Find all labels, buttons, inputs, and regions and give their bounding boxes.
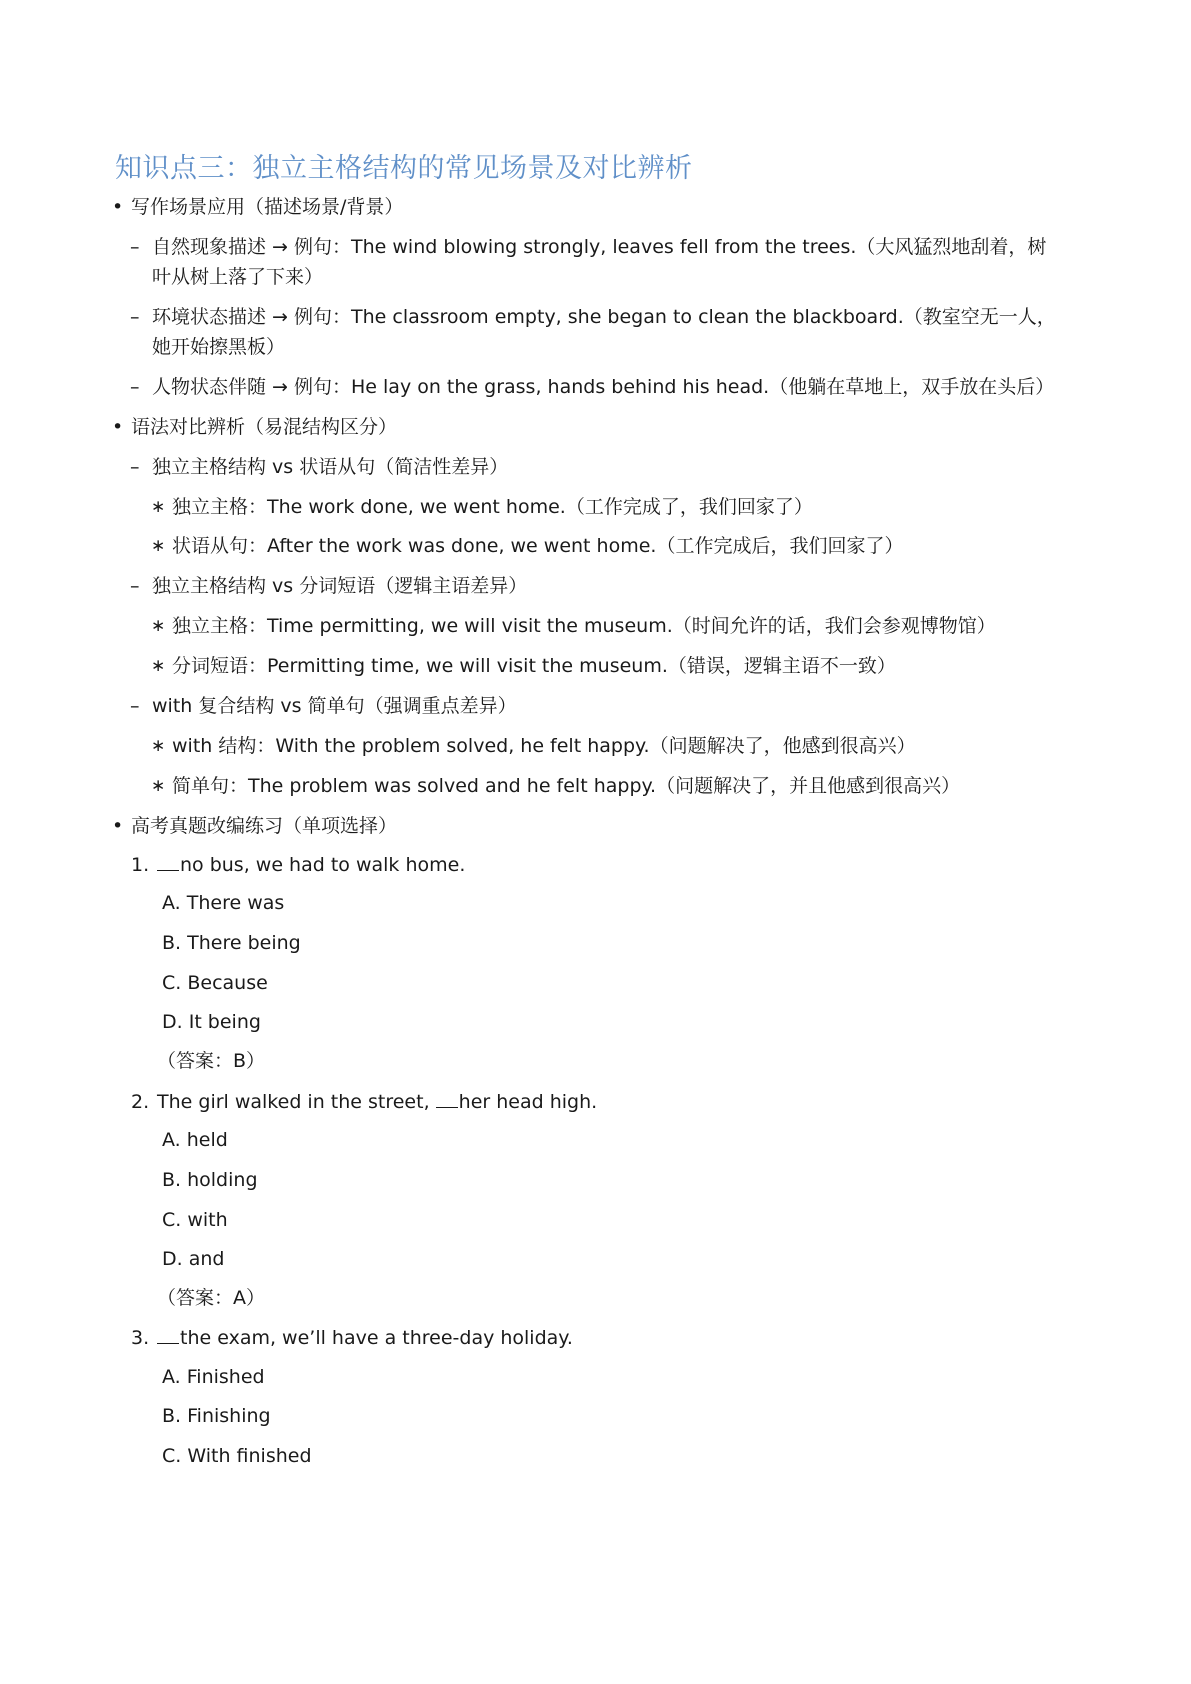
question-stem (157, 1323, 573, 1353)
example-text: 独立主格：The work done, we went home.（工作完成了，我们回家了） (172, 496, 813, 518)
dash-marker: – (130, 575, 140, 597)
sub-item-text: with 复合结构 vs 简单句（强调重点差异） (152, 695, 517, 717)
example-text: 独立主格：Time permitting, we will visit the museum.（时间允许的话，我们会参观博物馆） (172, 615, 996, 637)
question-text: her head high. (458, 1091, 598, 1113)
option-a: A. held (162, 1129, 228, 1151)
dash-marker: – (130, 695, 140, 717)
option-a: A. Finished (162, 1366, 265, 1388)
option-b: B. There being (162, 932, 301, 954)
bullet-marker: • (112, 815, 124, 837)
dash-marker: – (130, 376, 140, 398)
question-text: the exam, we’ll have a three-day holiday. (180, 1327, 573, 1349)
answer-blank (436, 1089, 458, 1108)
star-marker: ∗ (151, 536, 166, 556)
sub-item-text: 人物状态伴随 → 例句：He lay on the grass, hands behind his head.（他躺在草地上，双手放在头后） (152, 376, 1055, 398)
sub-item-text: 环境状态描述 → 例句：The classroom empty, she began to clean the blackboard.（教室空无一人， (152, 306, 1056, 328)
bullet-marker: • (112, 196, 124, 218)
sub-item-text: 自然现象描述 → 例句：The wind blowing strongly, leaves fell from the trees.（大风猛烈地刮着，树 (152, 236, 1047, 258)
star-marker: ∗ (151, 616, 166, 636)
option-b: B. Finishing (162, 1405, 271, 1427)
option-d: D. and (162, 1248, 225, 1270)
example-text: 简单句：The problem was solved and he felt happy.（问题解决了，并且他感到很高兴） (172, 775, 961, 797)
star-marker: ∗ (151, 497, 166, 517)
option-b: B. holding (162, 1169, 258, 1191)
star-marker: ∗ (151, 656, 166, 676)
answer-text: （答案：A） (157, 1287, 265, 1309)
question-number: 2. (131, 1091, 150, 1113)
sub-item-text-cont: 她开始擦黑板） (152, 336, 286, 358)
sub-item-text: 独立主格结构 vs 状语从句（简洁性差异） (152, 456, 509, 478)
option-d: D. It being (162, 1011, 261, 1033)
example-text: with 结构：With the problem solved, he felt happy.（问题解决了，他感到很高兴） (172, 735, 916, 757)
example-text: 状语从句：After the work was done, we went home.（工作完成后，我们回家了） (172, 535, 904, 557)
option-c: C. with (162, 1209, 228, 1231)
question-stem (157, 850, 465, 880)
sub-item-text: 独立主格结构 vs 分词短语（逻辑主语差异） (152, 575, 528, 597)
bullet-label: 语法对比辨析（易混结构区分） (131, 416, 398, 438)
bullet-label: 写作场景应用（描述场景/背景） (131, 196, 404, 218)
sub-item-text-cont: 叶从树上落了下来） (152, 266, 324, 288)
star-marker: ∗ (151, 736, 166, 756)
option-c: C. With finished (162, 1445, 312, 1467)
dash-marker: – (130, 306, 140, 328)
bullet-label: 高考真题改编练习（单项选择） (131, 815, 398, 837)
question-text: no bus, we had to walk home. (180, 854, 466, 876)
star-marker: ∗ (151, 776, 166, 796)
question-stem (157, 1087, 597, 1117)
question-number: 1. (131, 854, 150, 876)
bullet-marker: • (112, 416, 124, 438)
answer-blank (157, 852, 179, 871)
dash-marker: – (130, 236, 140, 258)
option-c: C. Because (162, 972, 268, 994)
answer-text: （答案：B） (157, 1050, 266, 1072)
example-text: 分词短语：Permitting time, we will visit the museum.（错误，逻辑主语不一致） (172, 655, 896, 677)
question-number: 3. (131, 1327, 150, 1349)
option-a: A. There was (162, 892, 285, 914)
dash-marker: – (130, 456, 140, 478)
question-text-pre: The girl walked in the street, (157, 1091, 436, 1113)
answer-blank (157, 1325, 179, 1344)
section-title: 知识点三：独立主格结构的常见场景及对比辨析 (115, 153, 693, 184)
